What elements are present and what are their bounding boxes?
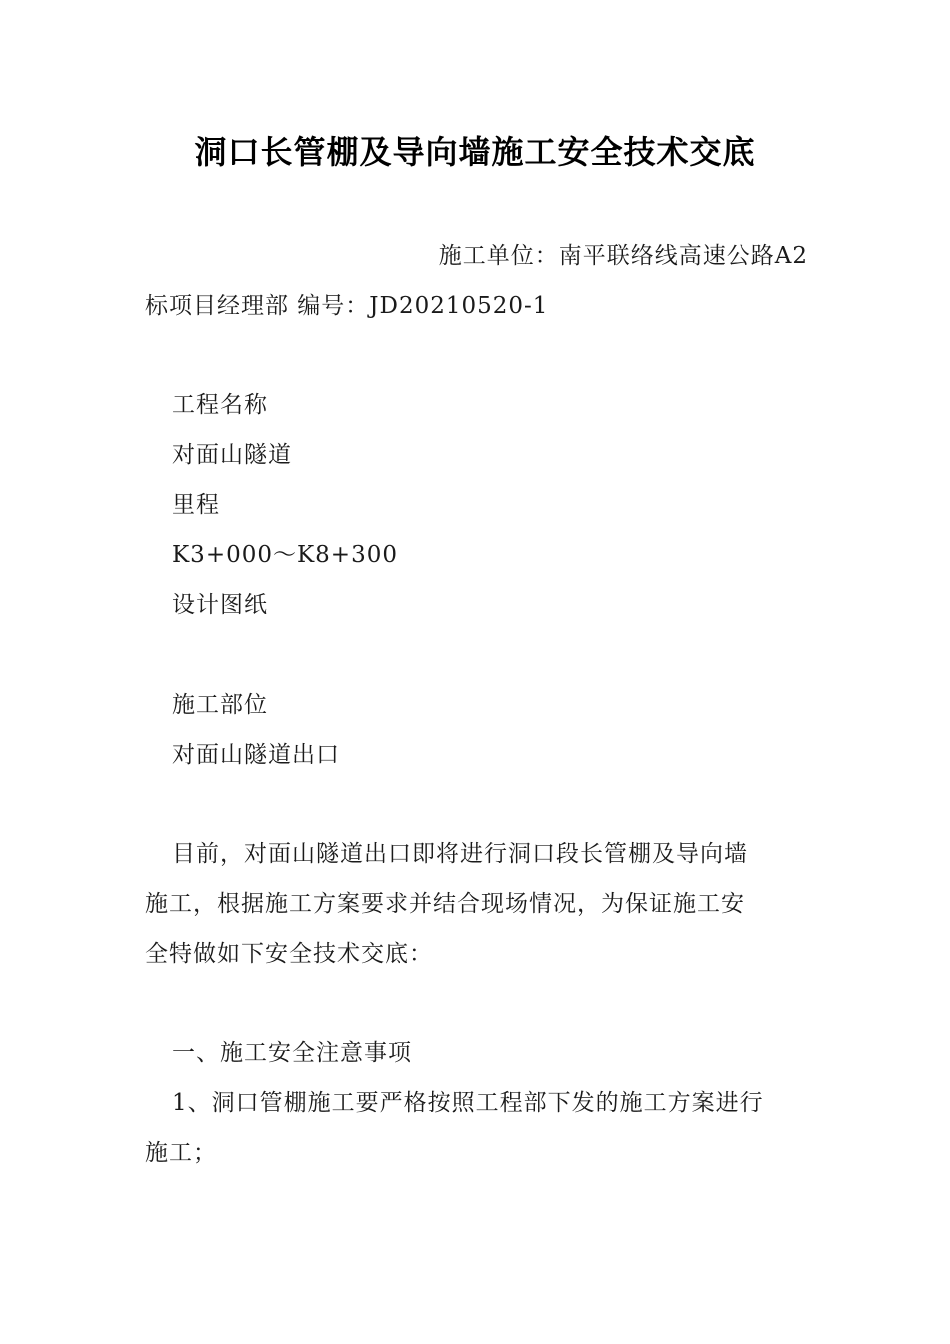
project-name-value: 对面山隧道 — [172, 442, 292, 468]
intro-paragraph-line-3: 全特做如下安全技术交底： — [145, 941, 433, 967]
design-drawings-label: 设计图纸 — [172, 592, 268, 618]
document-title: 洞口长管棚及导向墙施工安全技术交底 — [194, 133, 756, 171]
construction-location-label: 施工部位 — [172, 692, 268, 718]
intro-paragraph-line-1: 目前，对面山隧道出口即将进行洞口段长管棚及导向墙 — [172, 841, 748, 867]
project-name-label: 工程名称 — [172, 392, 268, 418]
construction-location-value: 对面山隧道出口 — [172, 742, 340, 768]
section-heading-1: 一、施工安全注意事项 — [172, 1040, 412, 1066]
header-number-line: 标项目经理部 编号：JD20210520-1 — [145, 293, 549, 319]
intro-paragraph-line-2: 施工，根据施工方案要求并结合现场情况，为保证施工安 — [145, 891, 745, 917]
item-1-line-2: 施工； — [145, 1140, 217, 1166]
mileage-value: K3+000～K8+300 — [172, 542, 398, 568]
header-unit-line: 施工单位：南平联络线高速公路A2 — [438, 243, 808, 269]
mileage-label: 里程 — [172, 492, 220, 518]
item-1-line-1: 1、洞口管棚施工要严格按照工程部下发的施工方案进行 — [172, 1090, 764, 1116]
